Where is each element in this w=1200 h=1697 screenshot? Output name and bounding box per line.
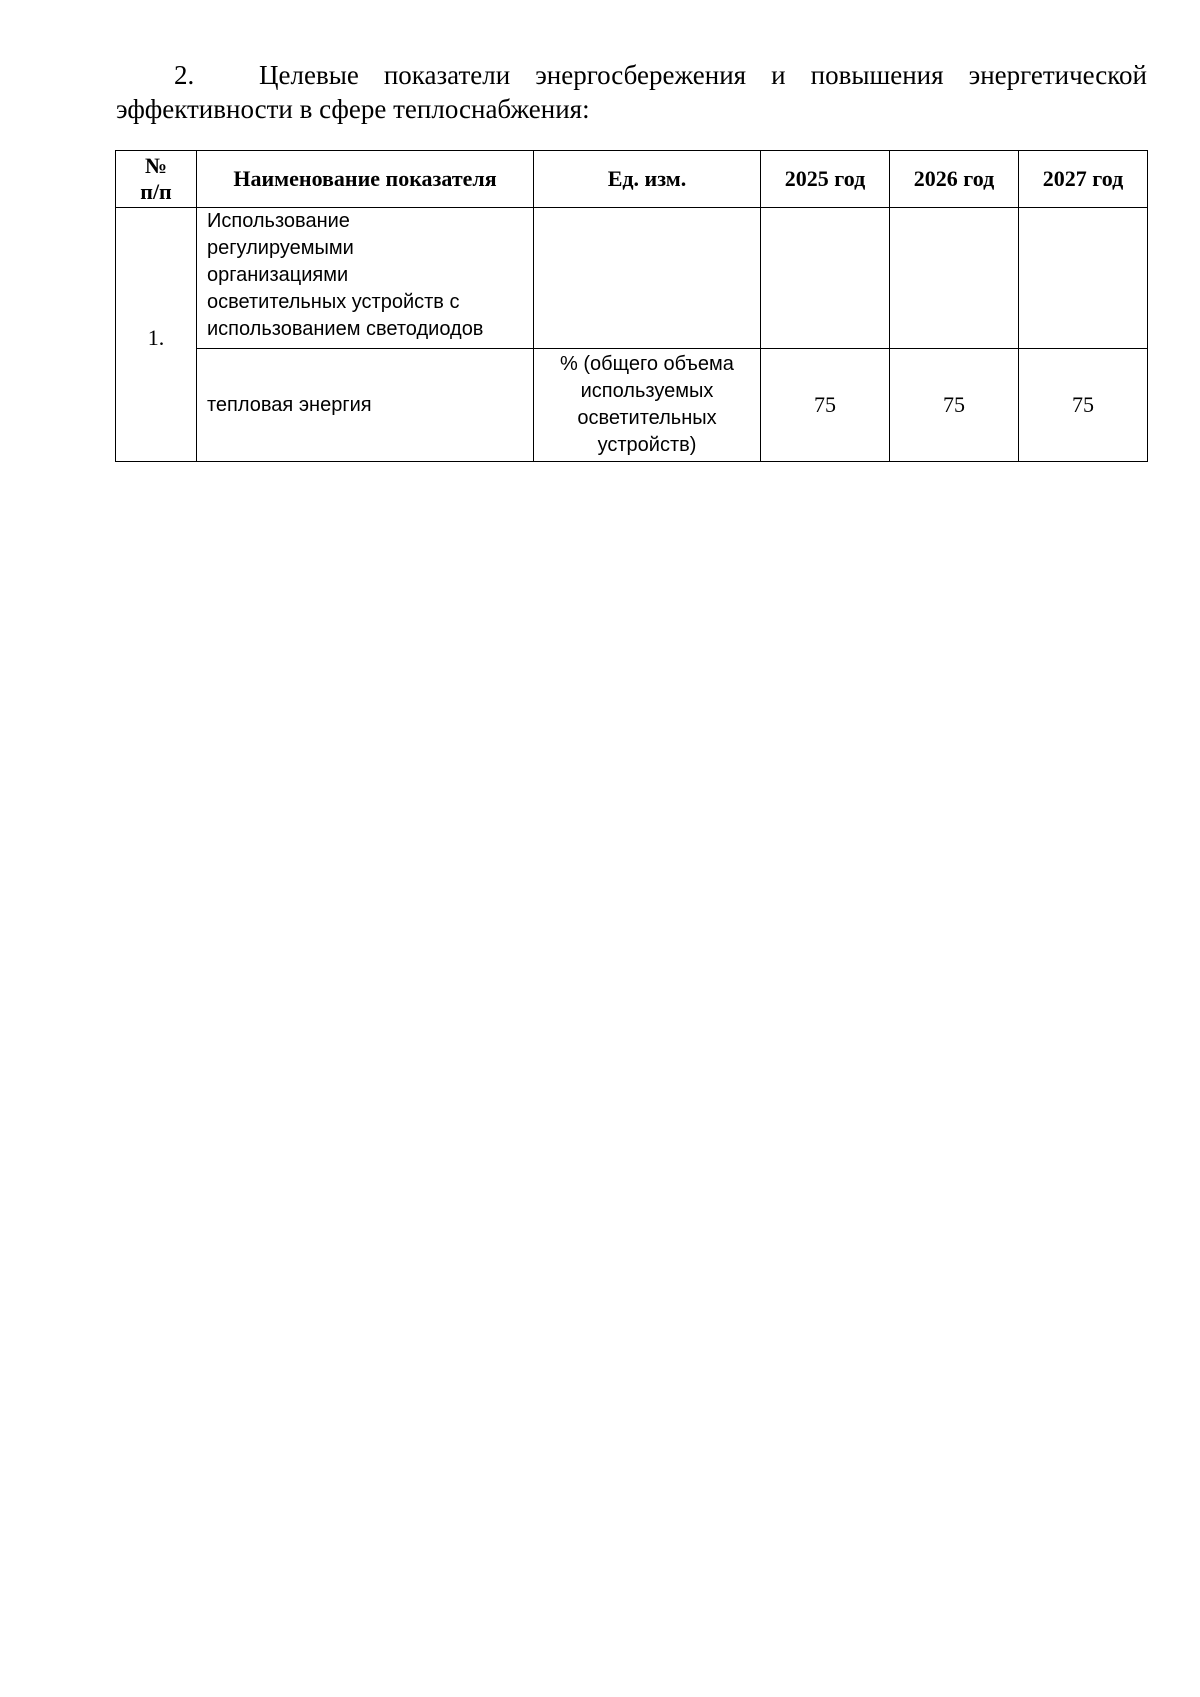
header-num-line-1: № <box>144 153 168 178</box>
empty-unit-cell <box>534 208 761 349</box>
sub-indicator-name: тепловая энергия <box>197 349 534 462</box>
empty-2025-cell <box>761 208 890 349</box>
header-name: Наименование показателя <box>197 151 534 208</box>
value-2026: 75 <box>890 349 1019 462</box>
unit-line-4: устройств) <box>597 434 697 456</box>
table-row <box>116 208 1148 349</box>
header-unit: Ед. изм. <box>534 151 761 208</box>
table-row <box>116 349 1148 462</box>
header-2025: 2025 год <box>761 151 890 208</box>
header-2027: 2027 год <box>1019 151 1148 208</box>
section-heading-line-2: эффективности в сфере теплоснабжения: <box>116 94 590 124</box>
indicator-name-line-4: осветительных устройств с <box>207 291 460 313</box>
unit-line-2: используемых <box>580 380 714 402</box>
value-2025: 75 <box>761 349 890 462</box>
indicators-table <box>115 150 1148 462</box>
unit-line-1: % (общего объема <box>560 353 734 375</box>
unit-line-3: осветительных <box>577 407 717 429</box>
table-header-row <box>116 151 1148 208</box>
section-heading-text-1: Целевые показатели энергосбережения и повышения энергетической <box>259 60 1147 90</box>
empty-2027-cell <box>1019 208 1148 349</box>
empty-2026-cell <box>890 208 1019 349</box>
sub-indicator-unit <box>534 349 761 462</box>
indicator-name-line-1: Использование <box>207 210 350 232</box>
section-heading <box>116 58 1147 126</box>
indicator-name-line-5: использованием светодиодов <box>207 318 484 340</box>
section-heading-line-1 <box>116 58 1147 92</box>
indicator-name <box>197 208 534 349</box>
header-num <box>116 151 197 208</box>
value-2027: 75 <box>1019 349 1148 462</box>
row-number: 1. <box>116 208 197 462</box>
section-number: 2. <box>174 60 195 90</box>
indicator-name-line-2: регулируемыми <box>207 237 354 259</box>
header-num-line-2: п/п <box>140 179 172 204</box>
indicator-name-line-3: организациями <box>207 264 349 286</box>
header-2026: 2026 год <box>890 151 1019 208</box>
